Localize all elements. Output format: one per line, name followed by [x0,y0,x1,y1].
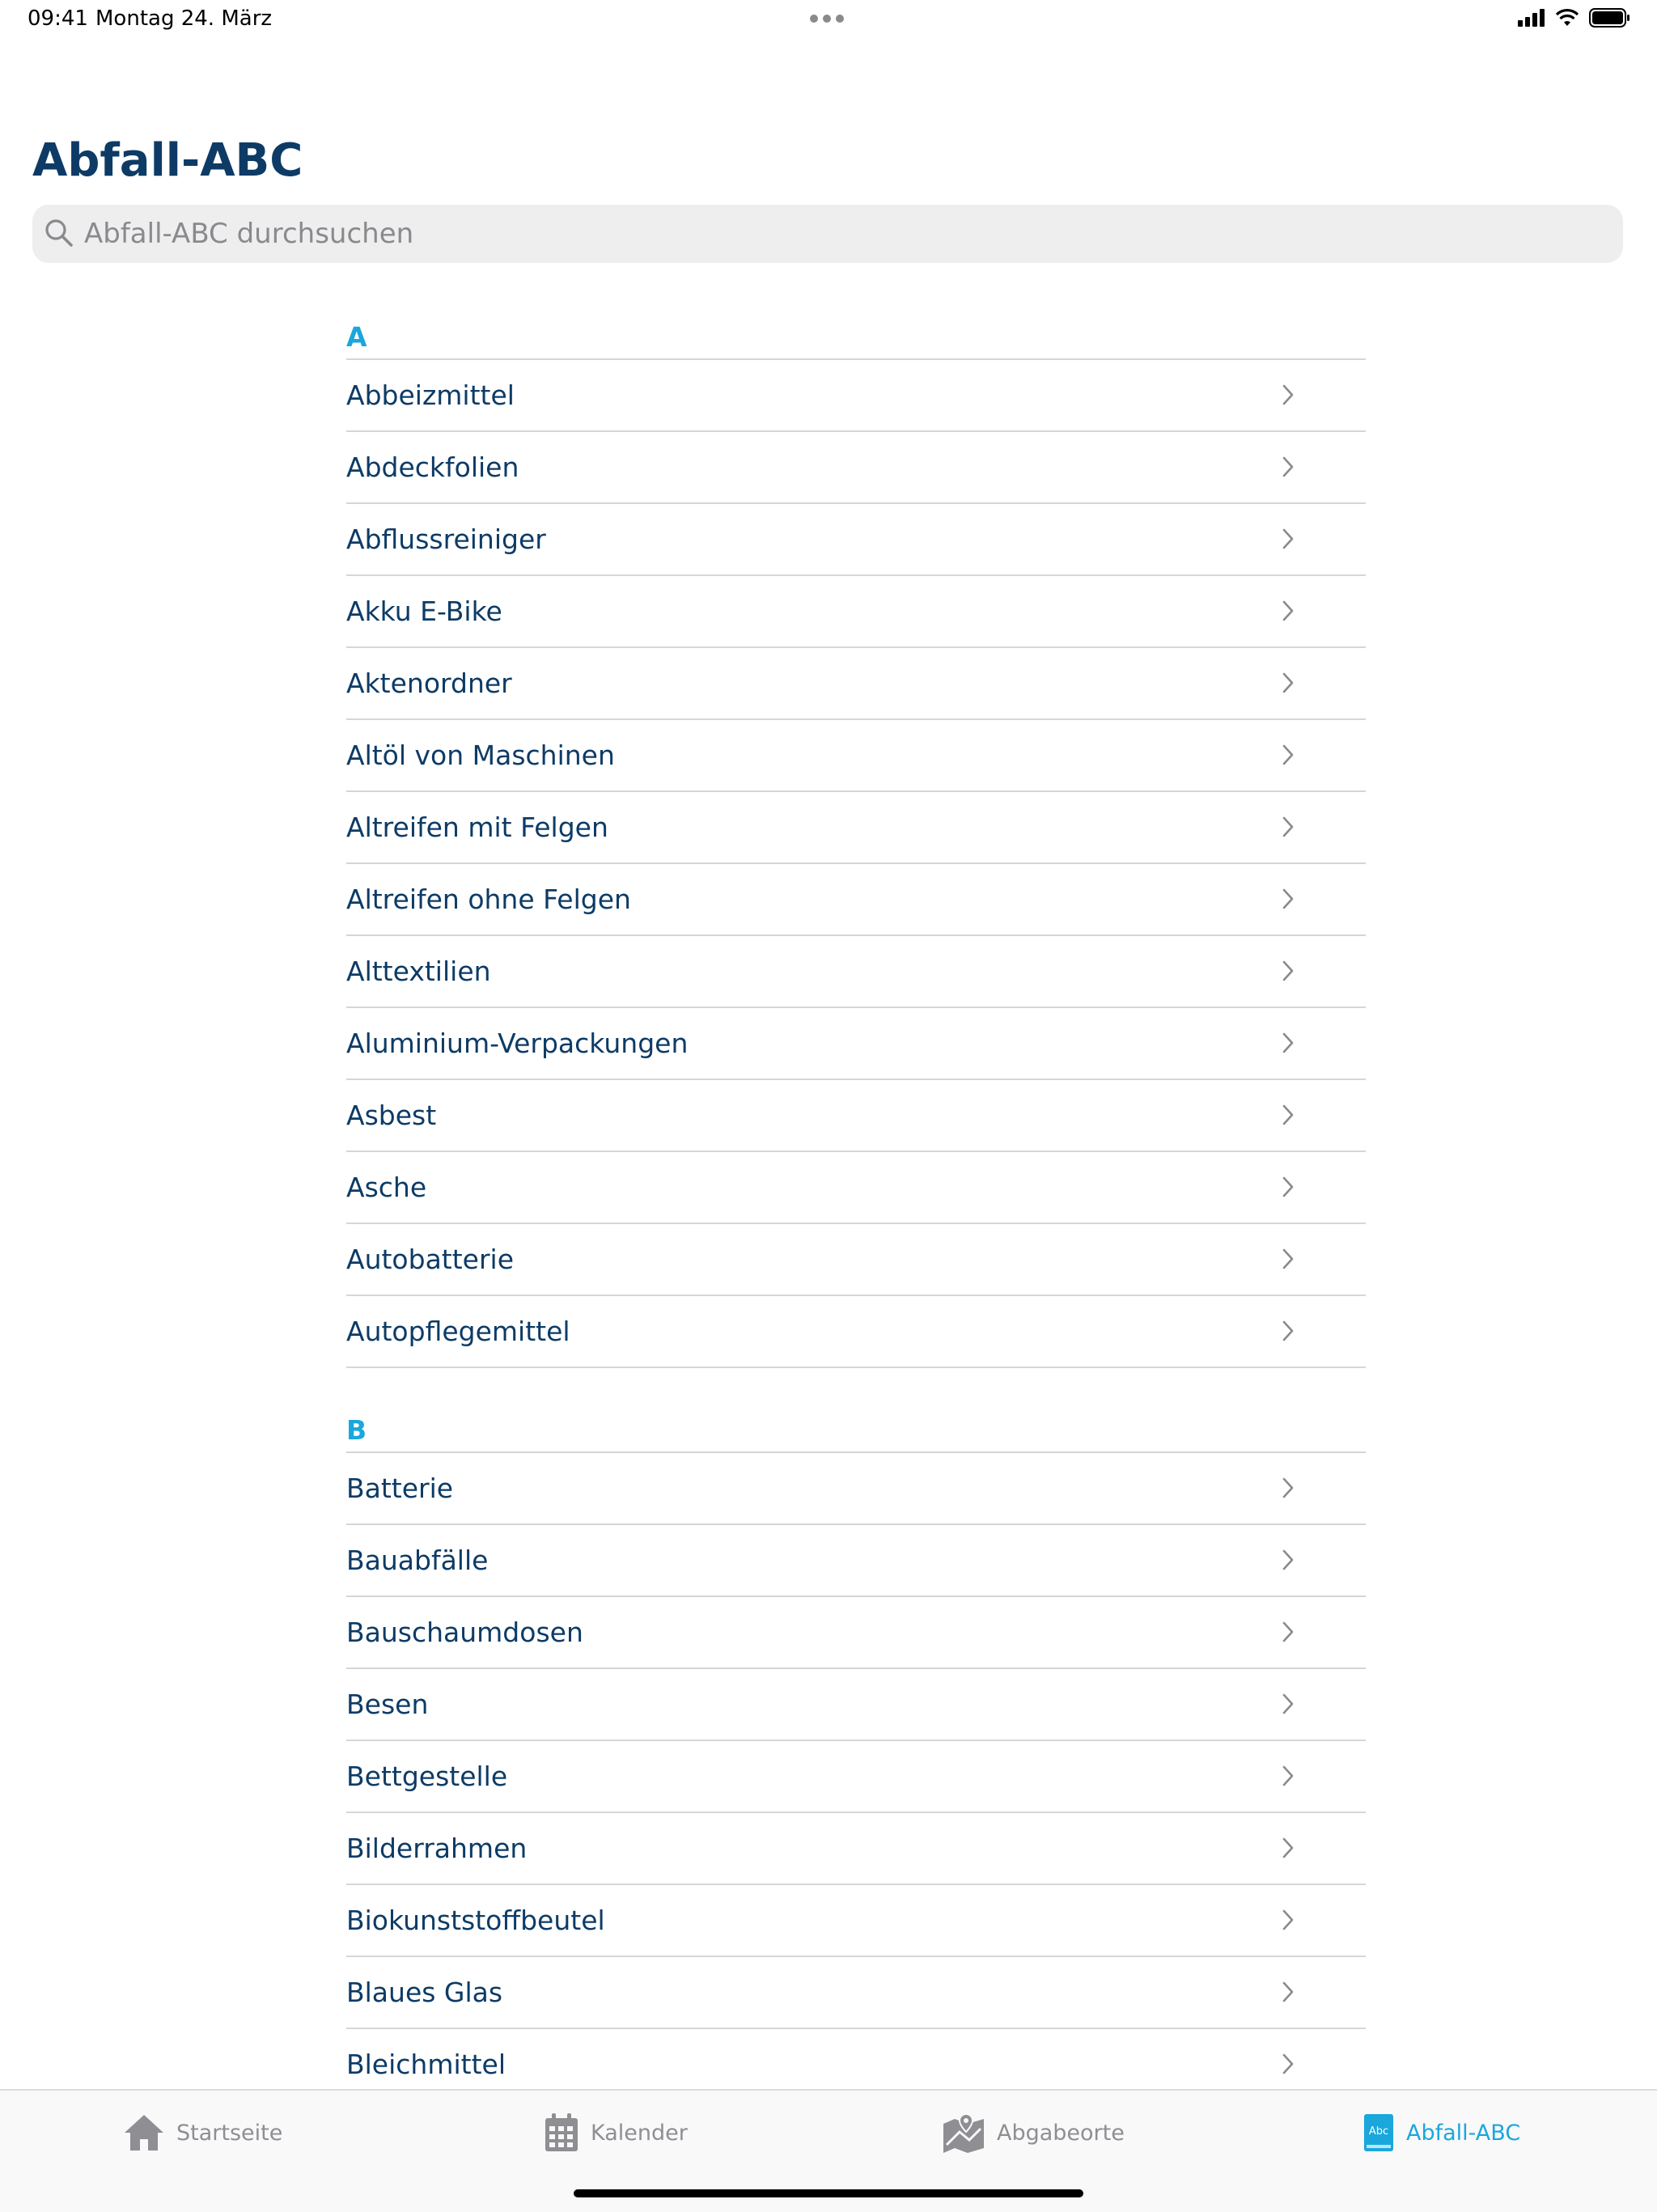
list-item[interactable] [346,504,1366,576]
search-bar[interactable] [32,205,1623,263]
list-item-label: Bauabfälle [346,1545,489,1576]
list-item[interactable] [346,1885,1366,1957]
chevron-right-icon [1282,1032,1294,1053]
chevron-right-icon [1282,600,1294,621]
tab-label: Startseite [176,2120,283,2146]
list-item[interactable] [346,1008,1366,1080]
list-item-label: Aktenordner [346,667,512,699]
tab-abfall-abc[interactable] [1362,2110,1520,2155]
chevron-right-icon [1282,1765,1294,1786]
chevron-right-icon [1282,888,1294,909]
list-item[interactable] [346,936,1366,1008]
chevron-right-icon [1282,672,1294,693]
search-icon [44,218,74,248]
list-item-label: Abflussreiniger [346,523,546,555]
chevron-right-icon [1282,528,1294,549]
list-item-label: Asche [346,1172,427,1203]
list-item[interactable] [346,1152,1366,1224]
chevron-right-icon [1282,1176,1294,1197]
list-item-label: Blaues Glas [346,1977,503,2008]
list-item-label: Bauschaumdosen [346,1617,583,1648]
list-item[interactable] [346,1525,1366,1597]
list-item-label: Besen [346,1689,429,1720]
multitasking-dots-icon[interactable] [810,15,844,23]
list-item[interactable] [346,1224,1366,1296]
tab-kalender[interactable] [544,2110,688,2155]
list-item[interactable] [346,1597,1366,1669]
chevron-right-icon [1282,1320,1294,1341]
list-item-label: Batterie [346,1473,454,1504]
chevron-right-icon [1282,1909,1294,1930]
tab-abgabeorte[interactable] [942,2110,1125,2155]
home-icon [123,2113,165,2152]
chevron-right-icon [1282,1837,1294,1858]
list-item-label: Akku E-Bike [346,595,502,627]
chevron-right-icon [1282,1549,1294,1570]
chevron-right-icon [1282,816,1294,837]
chevron-right-icon [1282,1477,1294,1498]
page-title: Abfall-ABC [32,134,303,187]
battery-icon [1589,8,1631,28]
status-indicators [1518,8,1631,28]
list-item[interactable] [346,648,1366,720]
map-pin-icon [942,2112,985,2153]
svg-text:Abc: Abc [1368,2125,1389,2138]
search-input[interactable] [84,205,1605,263]
section-letter: B [346,1414,367,1446]
list-item-label: Abbeizmittel [346,379,515,411]
chevron-right-icon [1282,2053,1294,2074]
list-item[interactable] [346,1453,1366,1525]
chevron-right-icon [1282,456,1294,477]
list-item[interactable] [346,1957,1366,2029]
list-item[interactable] [346,720,1366,792]
chevron-right-icon [1282,1248,1294,1269]
tab-label: Abfall-ABC [1406,2120,1521,2146]
calendar-icon [544,2112,579,2153]
chevron-right-icon [1282,960,1294,981]
cellular-signal-icon [1518,9,1545,27]
list-item-label: Altreifen ohne Felgen [346,884,631,915]
chevron-right-icon [1282,1621,1294,1642]
chevron-right-icon [1282,744,1294,765]
list-item[interactable] [346,864,1366,936]
abc-list [346,321,1366,2101]
list-item[interactable] [346,432,1366,504]
chevron-right-icon [1282,1104,1294,1125]
list-item[interactable] [346,1080,1366,1152]
chevron-right-icon [1282,384,1294,405]
list-item[interactable] [346,1813,1366,1885]
list-item-label: Altreifen mit Felgen [346,811,608,843]
tab-label: Kalender [591,2120,688,2146]
list-item[interactable] [346,1741,1366,1813]
section-gap [346,1368,1366,1417]
list-item-label: Autopflegemittel [346,1316,570,1347]
abc-book-icon [1362,2112,1395,2153]
list-item-label: Asbest [346,1100,437,1131]
list-item-label: Abdeckfolien [346,451,519,483]
list-item-label: Alttextilien [346,956,491,987]
list-item[interactable] [346,1669,1366,1741]
list-item[interactable] [346,360,1366,432]
list-item-label: Aluminium-Verpackungen [346,1028,689,1059]
list-item[interactable] [346,1296,1366,1368]
chevron-right-icon [1282,1981,1294,2002]
section-header [346,1414,1366,1453]
list-item-label: Bleichmittel [346,2049,506,2080]
status-date: Montag 24. März [95,6,273,31]
wifi-icon [1555,9,1579,27]
list-item-label: Autobatterie [346,1244,515,1275]
status-bar [0,0,1657,39]
tab-startseite[interactable] [123,2110,282,2155]
tab-label: Abgabeorte [997,2120,1125,2146]
section-header [346,321,1366,360]
list-item-label: Altöl von Maschinen [346,739,615,771]
list-item[interactable] [346,576,1366,648]
home-indicator [574,2189,1083,2197]
section-letter: A [346,321,367,353]
list-item-label: Bettgestelle [346,1761,508,1792]
list-item[interactable] [346,792,1366,864]
chevron-right-icon [1282,1693,1294,1714]
list-item-label: Bilderrahmen [346,1833,528,1864]
list-item-label: Biokunststoffbeutel [346,1905,605,1936]
status-time: 09:41 [28,6,88,31]
